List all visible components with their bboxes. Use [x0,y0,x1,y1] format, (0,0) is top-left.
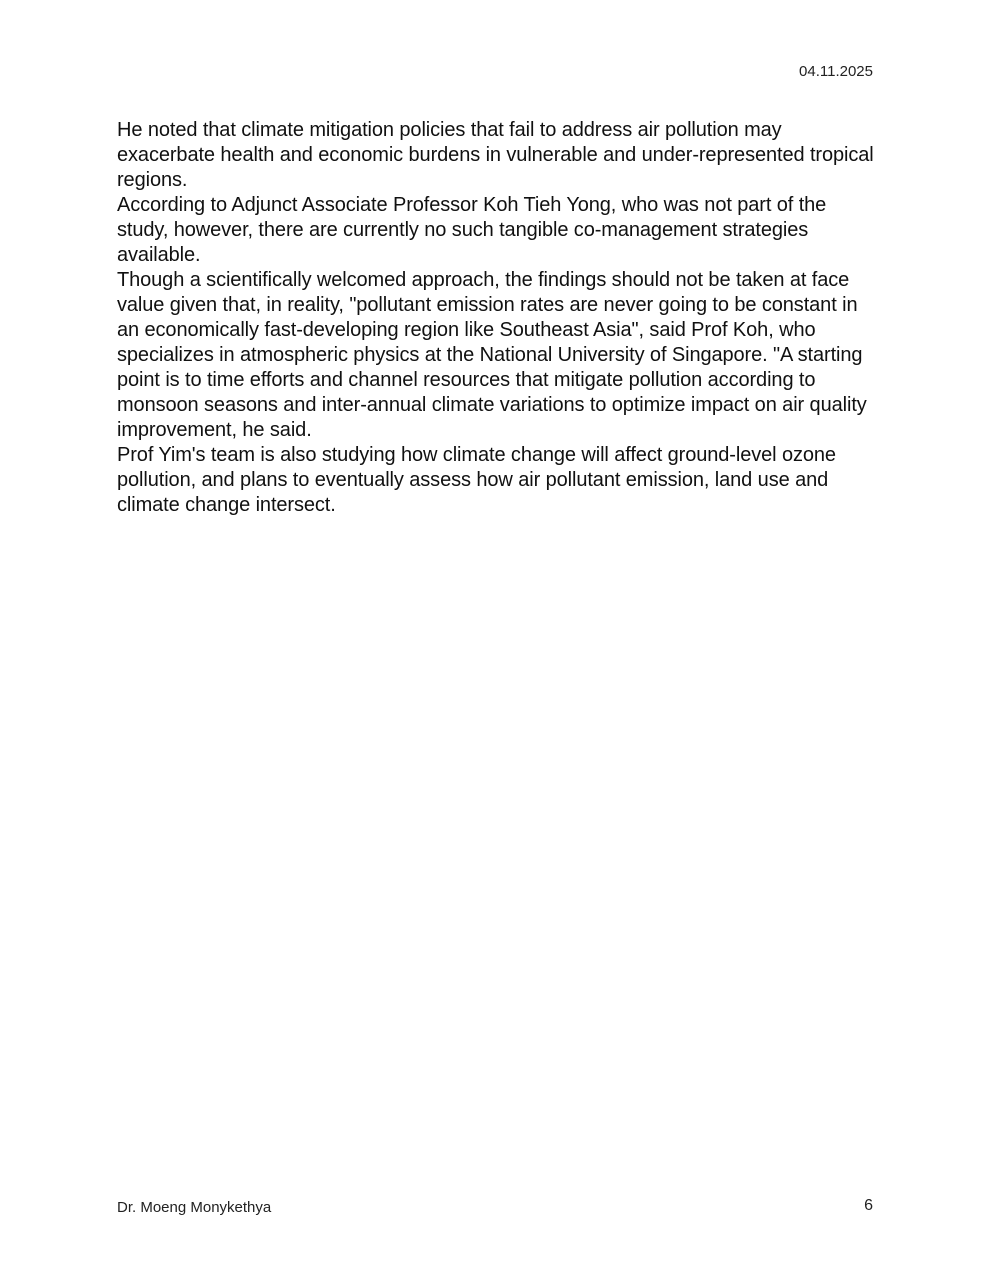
paragraph: According to Adjunct Associate Professor Koh Tieh Yong, who was not part of the study, however, there are currently no such tangible co-management strategies available. [117,194,827,266]
footer-author: Dr. Moeng Monykethya [117,1199,272,1216]
paragraph: Prof Yim's team is also studying how climate change will affect ground-level ozone pollution, and plans to eventually assess how air pollutant emission, land use and climate change intersect. [117,444,836,516]
paragraph: He noted that climate mitigation policies that fail to address air pollution may exacerbate health and economic burdens in vulnerable and under-represented tropical regions. [117,119,874,191]
article-body [117,118,877,518]
page-date: 04.11.2025 [799,63,873,80]
page-number: 6 [864,1197,873,1214]
paragraph: Though a scientifically welcomed approach, the findings should not be taken at face value given that, in reality, "pollutant emission rates are never going to be constant in an economically fast-developing region like Southeast Asia", said Prof Koh, who specializes in atmospheric physics at the National University of Singapore. "A starting point is to time efforts and channel resources that mitigate pollution according to monsoon seasons and inter-annual climate variations to optimize impact on air quality improvement, he said. [117,269,867,441]
